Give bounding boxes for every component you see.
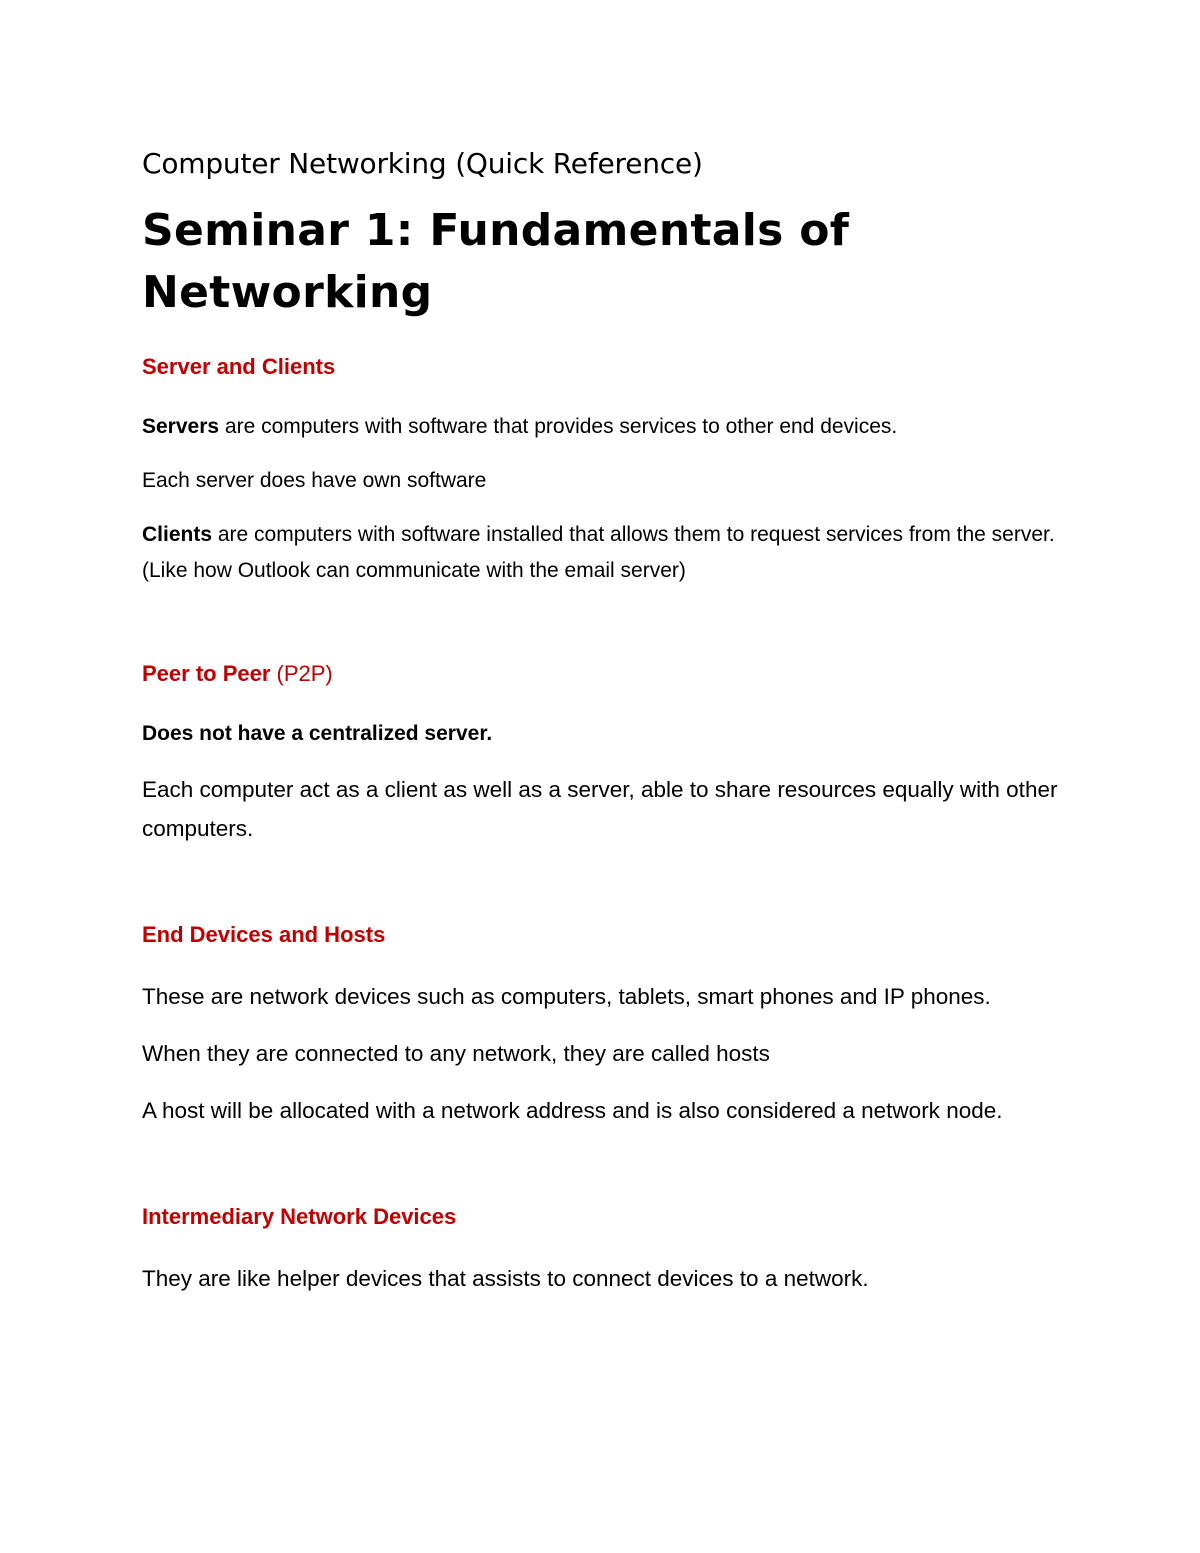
section-heading-p2p [142, 659, 1062, 689]
p2p-paragraph: Each computer act as a client as well as a server, able to share resources equally with other computers. [142, 777, 1058, 841]
servers-text: are computers with software that provides services to other end devices. [219, 415, 898, 438]
clients-term: Clients [142, 523, 213, 546]
section-heading-end-devices: End Devices and Hosts [142, 922, 386, 947]
spacer [142, 607, 1062, 659]
spacer [142, 1148, 1062, 1202]
own-software-paragraph: Each server does have own software [142, 469, 487, 492]
servers-paragraph [142, 409, 1062, 445]
p2p-heading-suffix: (P2P) [270, 661, 333, 686]
seminar-heading: Seminar 1: Fundamentals of Networking [142, 205, 850, 318]
clients-text: are computers with software installed that allows them to request services from the server. (Like how Outlook can communicate with the email server) [142, 523, 1055, 582]
p2p-heading-text: Peer to Peer [142, 661, 271, 686]
document-title: Computer Networking (Quick Reference) [142, 147, 703, 180]
end-devices-line3: A host will be allocated with a network address and is also considered a network node. [142, 1098, 1003, 1123]
section-heading-server-clients: Server and Clients [142, 354, 336, 379]
end-devices-line2: When they are connected to any network, they are called hosts [142, 1041, 770, 1066]
p2p-bold-line: Does not have a centralized server. [142, 722, 493, 745]
intermediary-line1: They are like helper devices that assists to connect devices to a network. [142, 1266, 869, 1291]
end-devices-line1: These are network devices such as computers, tablets, smart phones and IP phones. [142, 984, 991, 1009]
document-content [142, 144, 1062, 1316]
clients-paragraph [142, 517, 1062, 589]
section-heading-intermediary: Intermediary Network Devices [142, 1204, 457, 1229]
spacer [142, 866, 1062, 920]
servers-term: Servers [142, 415, 220, 438]
